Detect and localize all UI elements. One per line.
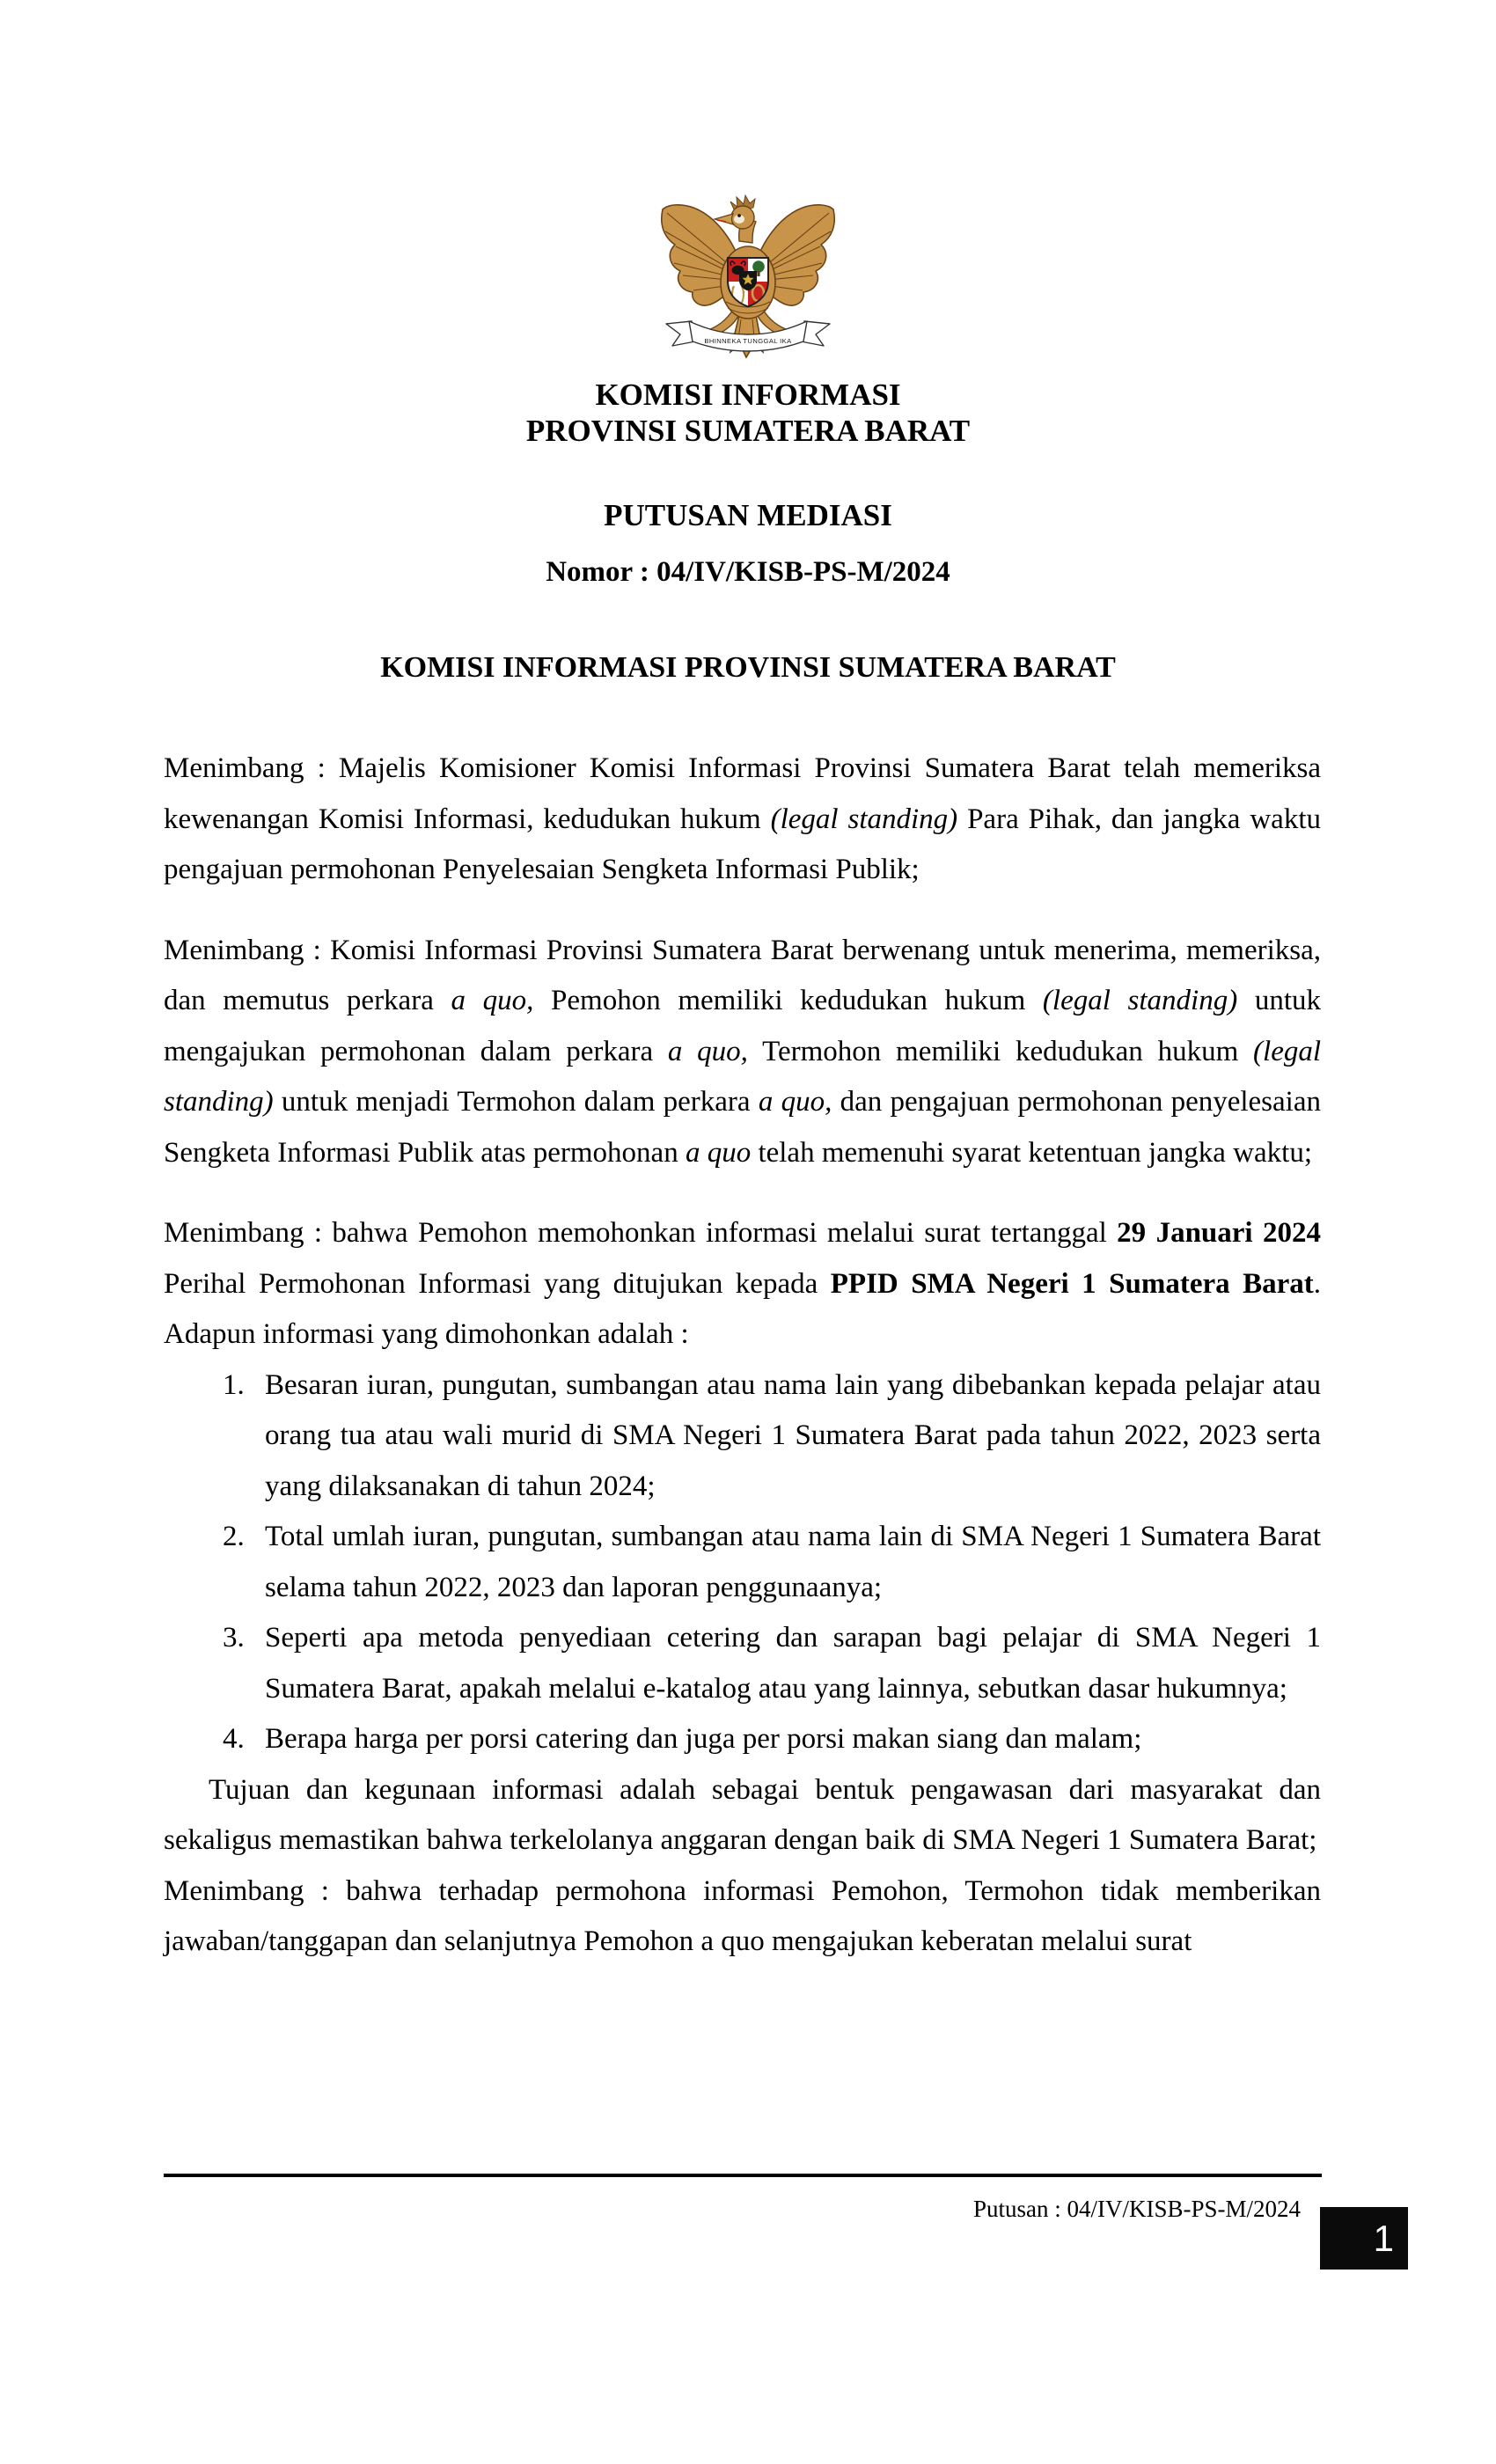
text-run: (legal standing) bbox=[164, 1035, 1322, 1118]
document-type-heading: PUTUSAN MEDIASI bbox=[604, 498, 892, 532]
text-run: Perihal Permohonan Informasi yang ditujukan kepada bbox=[164, 1267, 831, 1300]
considering-paragraph-4: Menimbang : bahwa terhadap permohona informasi Pemohon, Termohon tidak memberikan jawaban/tanggapan dan selanjutnya Pemohon a quo mengajukan keberatan melalui surat bbox=[164, 1874, 1321, 1957]
text-run: Menimbang : Majelis Komisioner Komisi Informasi Provinsi Sumatera Barat telah memeriksa kewenangan Komisi Informasi, kedudukan hukum bbox=[164, 752, 1321, 835]
list-item bbox=[164, 1714, 1321, 1765]
org-name-line1: KOMISI INFORMASI bbox=[595, 378, 901, 412]
text-run: a quo, bbox=[451, 985, 534, 1016]
text-run: untuk menjadi Termohon dalam perkara bbox=[273, 1086, 759, 1118]
text-run: untuk mengajukan permohonan dalam perkara bbox=[164, 985, 1322, 1067]
considering-paragraph-2 bbox=[164, 926, 1321, 1179]
text-run: Termohon memiliki kedudukan hukum bbox=[747, 1035, 1254, 1067]
text-run: Menimbang : Komisi Informasi Provinsi Sumatera Barat berwenang untuk menerima, memeriksa, dan memutus perkara bbox=[164, 934, 1321, 1016]
text-run: PPID SMA Negeri 1 Sumatera Barat bbox=[830, 1267, 1314, 1300]
text-run: Menimbang : bahwa Pemohon memohonkan informasi melalui surat tertanggal bbox=[164, 1217, 1118, 1249]
text-run: (legal standing) bbox=[1042, 985, 1238, 1016]
text-run: dan pengajuan permohonan penyelesaian Sengketa Informasi Publik atas permohonan bbox=[164, 1086, 1321, 1169]
org-name-line2: PROVINSI SUMATERA BARAT bbox=[525, 414, 971, 448]
requested-information-list bbox=[164, 1360, 1321, 1765]
text-run: (legal standing) bbox=[770, 803, 958, 835]
text-run: 29 Januari 2024 bbox=[1117, 1217, 1321, 1249]
document-title: KOMISI INFORMASI PROVINSI SUMATERA BARAT bbox=[380, 651, 1116, 684]
garuda-pancasila-emblem bbox=[656, 192, 840, 368]
list-item-text: Besaran iuran, pungutan, sumbangan atau nama lain yang dibebankan kepada pelajar atau orang tua atau wali murid di SMA Negeri 1 Sumatera Barat pada tahun 2022, 2023 serta yang dilaksanakan di tahun 2024; bbox=[265, 1368, 1321, 1502]
garuda-pancasila-icon bbox=[656, 192, 840, 368]
list-item-number: 1. bbox=[223, 1368, 245, 1401]
text-run: a quo bbox=[685, 1136, 752, 1169]
page-number-badge bbox=[1320, 2207, 1408, 2270]
list-item-text: Total umlah iuran, pungutan, sumbangan atau nama lain di SMA Negeri 1 Sumatera Barat selama tahun 2022, 2023 dan laporan penggunaanya; bbox=[265, 1521, 1321, 1603]
text-run: telah memenuhi syarat ketentuan jangka waktu; bbox=[751, 1136, 1312, 1169]
text-run: a quo, bbox=[667, 1035, 748, 1067]
considering-paragraph-3 bbox=[164, 1208, 1321, 1360]
list-item bbox=[164, 1613, 1321, 1714]
page-number: 1 bbox=[1373, 2217, 1394, 2259]
list-item-number: 3. bbox=[223, 1622, 245, 1654]
footer-divider bbox=[164, 2174, 1322, 2177]
document-body bbox=[164, 744, 1321, 1968]
list-item-number: 2. bbox=[223, 1521, 245, 1552]
list-item bbox=[164, 1360, 1321, 1513]
considering-paragraph-1 bbox=[164, 744, 1321, 896]
list-item-number: 4. bbox=[223, 1723, 245, 1755]
list-item bbox=[164, 1512, 1321, 1613]
list-item-text: Berapa harga per porsi catering dan juga per porsi makan siang dan malam; bbox=[265, 1723, 1142, 1755]
letterhead bbox=[0, 377, 1496, 449]
text-run: a quo, bbox=[758, 1086, 832, 1118]
text-run: Para Pihak, dan jangka waktu pengajuan permohonan Penyelesaian Sengketa Informasi Publik; bbox=[164, 803, 1321, 885]
purpose-paragraph: Tujuan dan kegunaan informasi adalah sebagai bentuk pengawasan dari masyarakat dan sekaligus memastikan bahwa terkelolanya anggaran dengan baik di SMA Negeri 1 Sumatera Barat; bbox=[164, 1773, 1321, 1856]
list-item-text: Seperti apa metoda penyediaan cetering dan sarapan bagi pelajar di SMA Negeri 1 Sumatera Barat, apakah melalui e-katalog atau yang lainnya, sebutkan dasar hukumnya; bbox=[265, 1622, 1321, 1705]
text-run: . Adapun informasi yang dimohonkan adalah : bbox=[164, 1267, 1322, 1350]
emblem-motto-text: BHINNEKA TUNGGAL IKA bbox=[704, 337, 792, 345]
document-number-heading: Nomor : 04/IV/KISB-PS-M/2024 bbox=[546, 556, 950, 588]
text-run: Pemohon memiliki kedudukan hukum bbox=[533, 985, 1043, 1016]
footer-decision-reference: Putusan : 04/IV/KISB-PS-M/2024 bbox=[972, 2196, 1301, 2222]
